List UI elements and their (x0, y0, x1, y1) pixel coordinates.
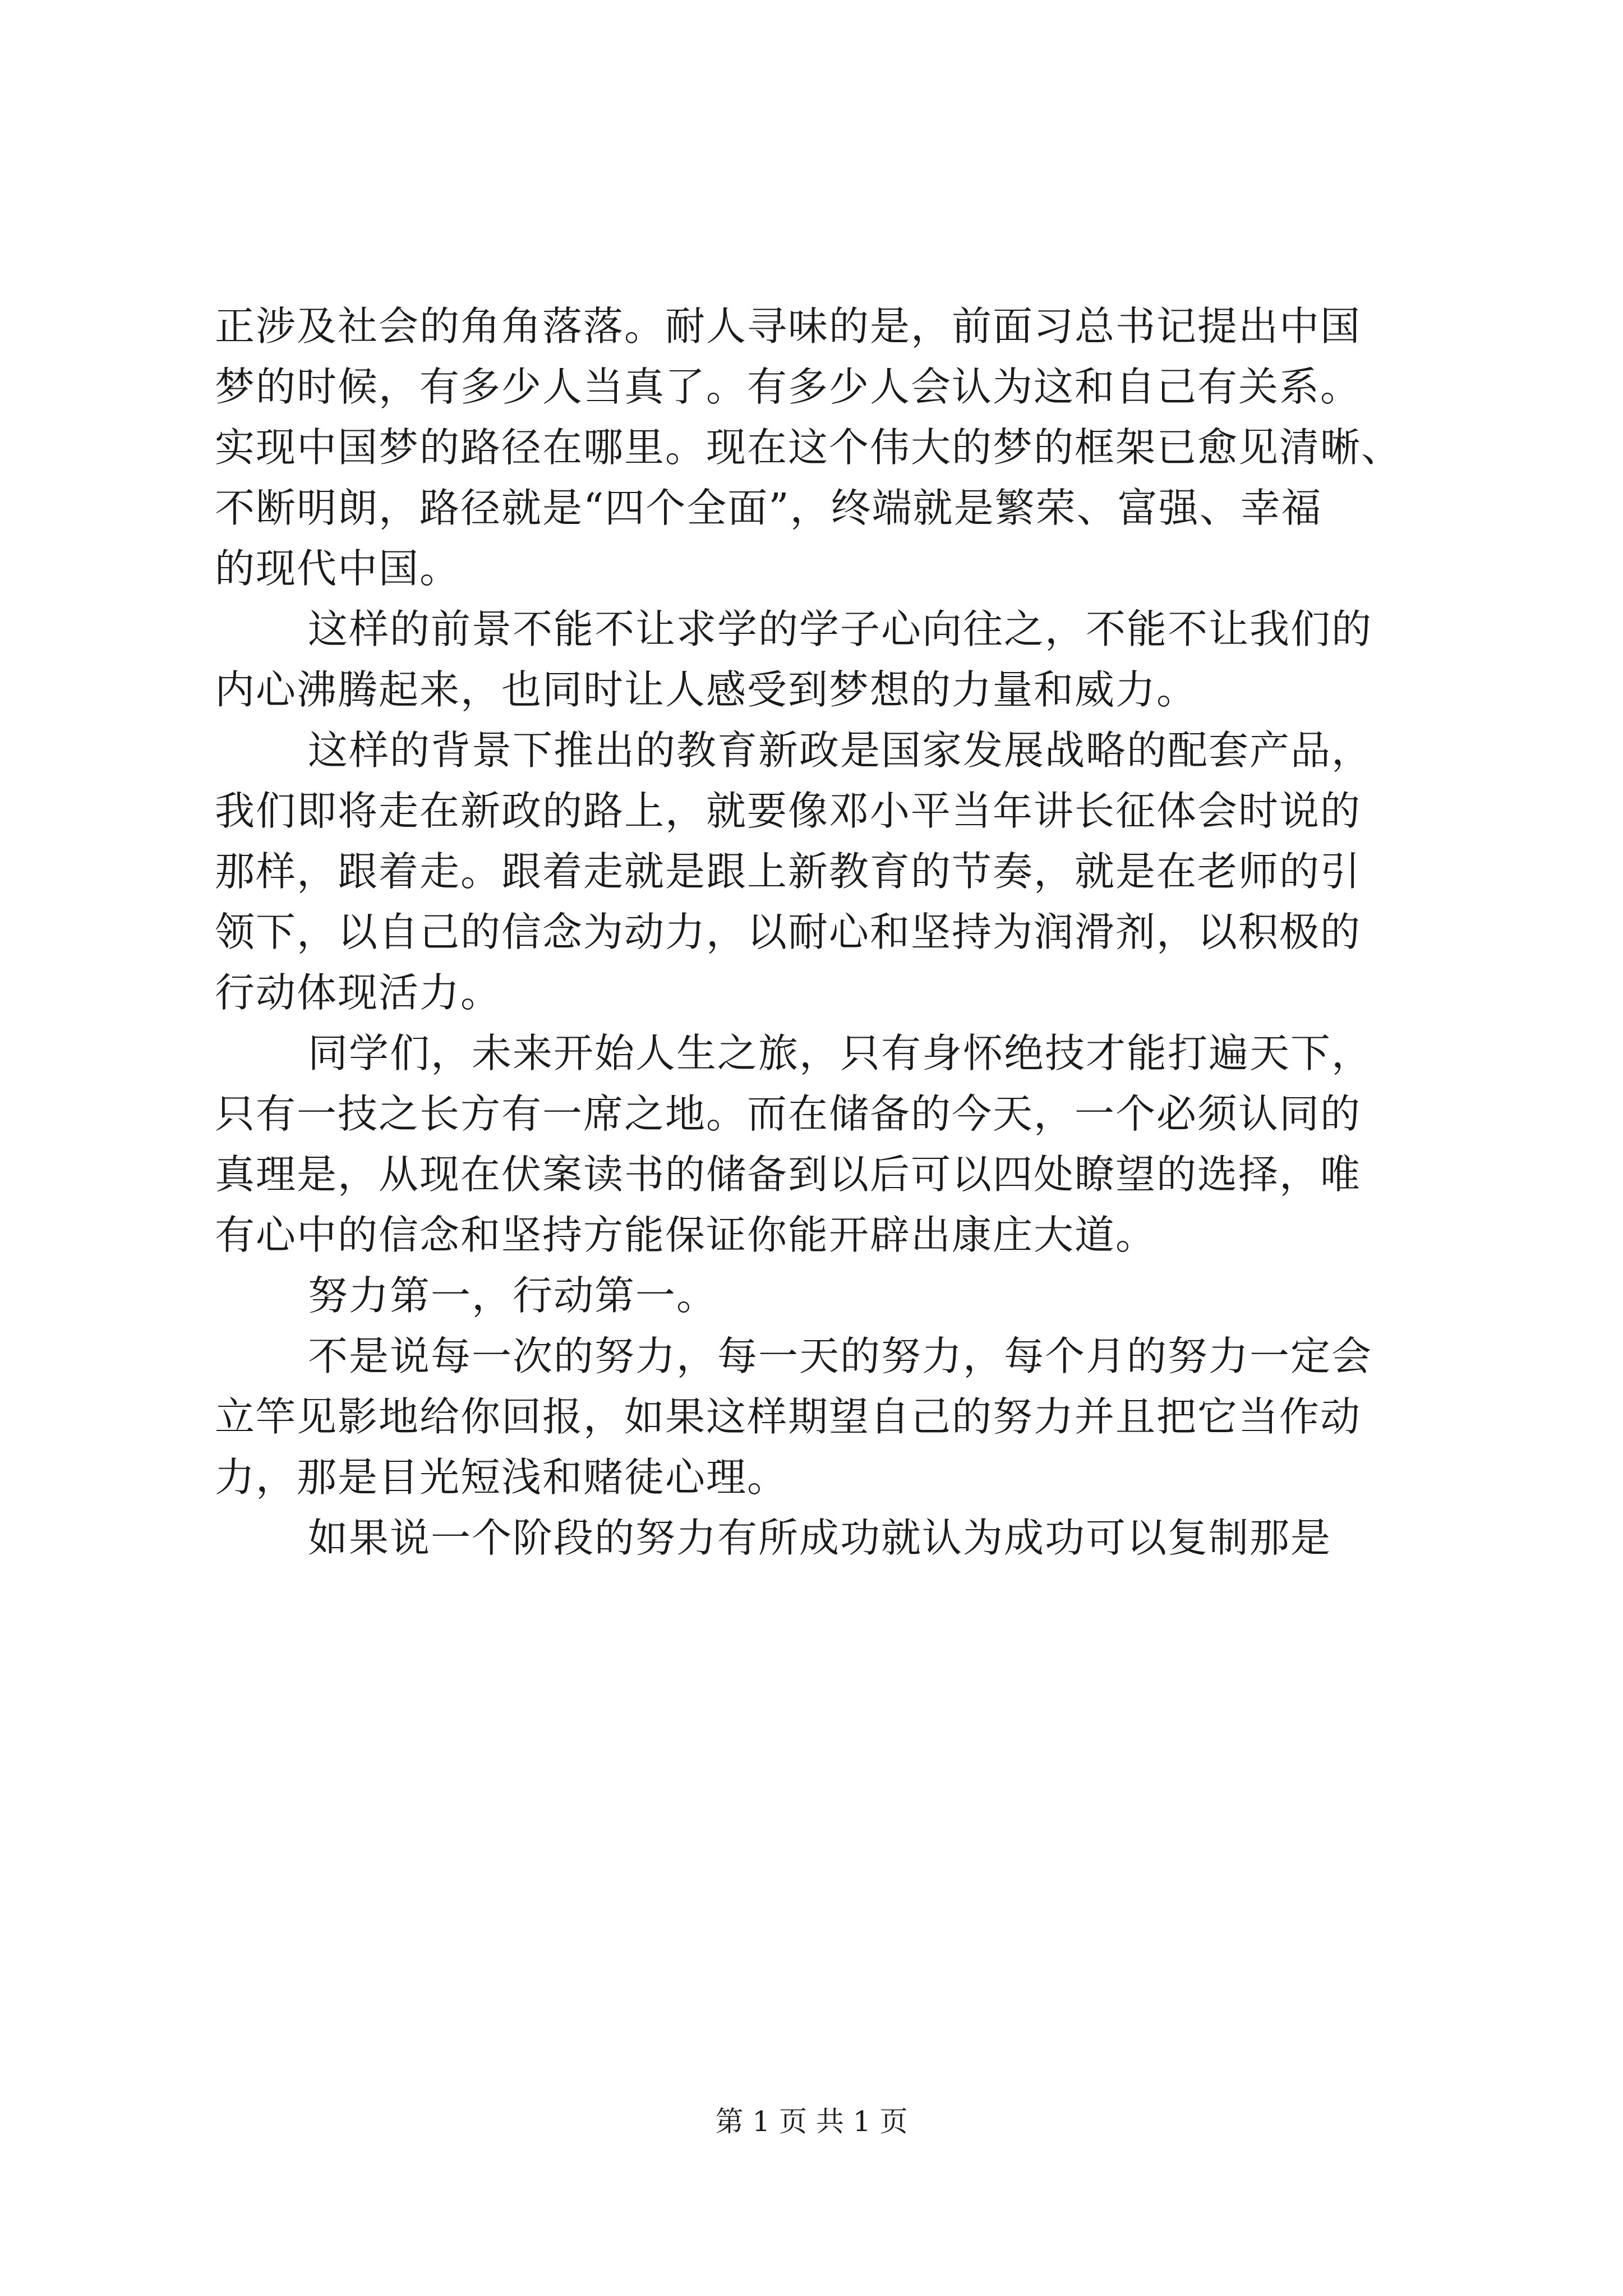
text-line: 有心中的信念和坚持方能保证你能开辟出康庄大道。 (215, 1212, 1157, 1258)
text-line: 的现代中国。 (215, 545, 461, 592)
paragraph-first-line: 不是说每一次的努力，每一天的努力，每个月的努力一定会 (308, 1333, 1373, 1379)
paragraph-first-line: 同学们，未来开始人生之旅，只有身怀绝技才能打遍天下， (308, 1030, 1373, 1076)
paragraph-first-line: 这样的前景不能不让求学的学子心向往之，不能不让我们的 (308, 606, 1373, 652)
text-line: 正涉及社会的角角落落。耐人寻味的是，前面习总书记提出中国 (215, 303, 1362, 349)
page-footer (0, 2105, 1623, 2138)
text-line: 内心沸腾起来，也同时让人感受到梦想的力量和威力。 (215, 666, 1198, 713)
text-line: 行动体现活力。 (215, 969, 502, 1016)
text-line: 立竿见影地给你回报，如果这样期望自己的努力并且把它当作动 (215, 1393, 1362, 1440)
text-line: 那样，跟着走。跟着走就是跟上新教育的节奏，就是在老师的引 (215, 848, 1362, 895)
text-line: 不断明朗，路径就是“四个全面”，终端就是繁荣、富强、幸福 (215, 485, 1322, 531)
paragraph-first-line: 努力第一，行动第一。 (308, 1272, 718, 1319)
page-number-label: 第 1 页 共 1 页 (715, 2105, 908, 2138)
paragraph-first-line: 如果说一个阶段的努力有所成功就认为成功可以复制那是 (308, 1515, 1332, 1561)
text-line: 梦的时候，有多少人当真了。有多少人会认为这和自己有关系。 (215, 364, 1362, 410)
text-line: 领下，以自己的信念为动力，以耐心和坚持为润滑剂，以积极的 (215, 909, 1362, 955)
text-line: 真理是，从现在伏案读书的储备到以后可以四处瞭望的选择，唯 (215, 1151, 1362, 1198)
text-line: 实现中国梦的路径在哪里。现在这个伟大的梦的框架已愈见清晰、 (215, 424, 1403, 471)
text-line: 我们即将走在新政的路上，就要像邓小平当年讲长征体会时说的 (215, 788, 1362, 834)
text-line: 只有一技之长方有一席之地。而在储备的今天，一个必须认同的 (215, 1091, 1362, 1137)
text-line: 力，那是目光短浅和赌徒心理。 (215, 1454, 789, 1501)
document-body (215, 296, 1415, 1568)
paragraph-first-line: 这样的背景下推出的教育新政是国家发展战略的配套产品， (308, 727, 1373, 774)
